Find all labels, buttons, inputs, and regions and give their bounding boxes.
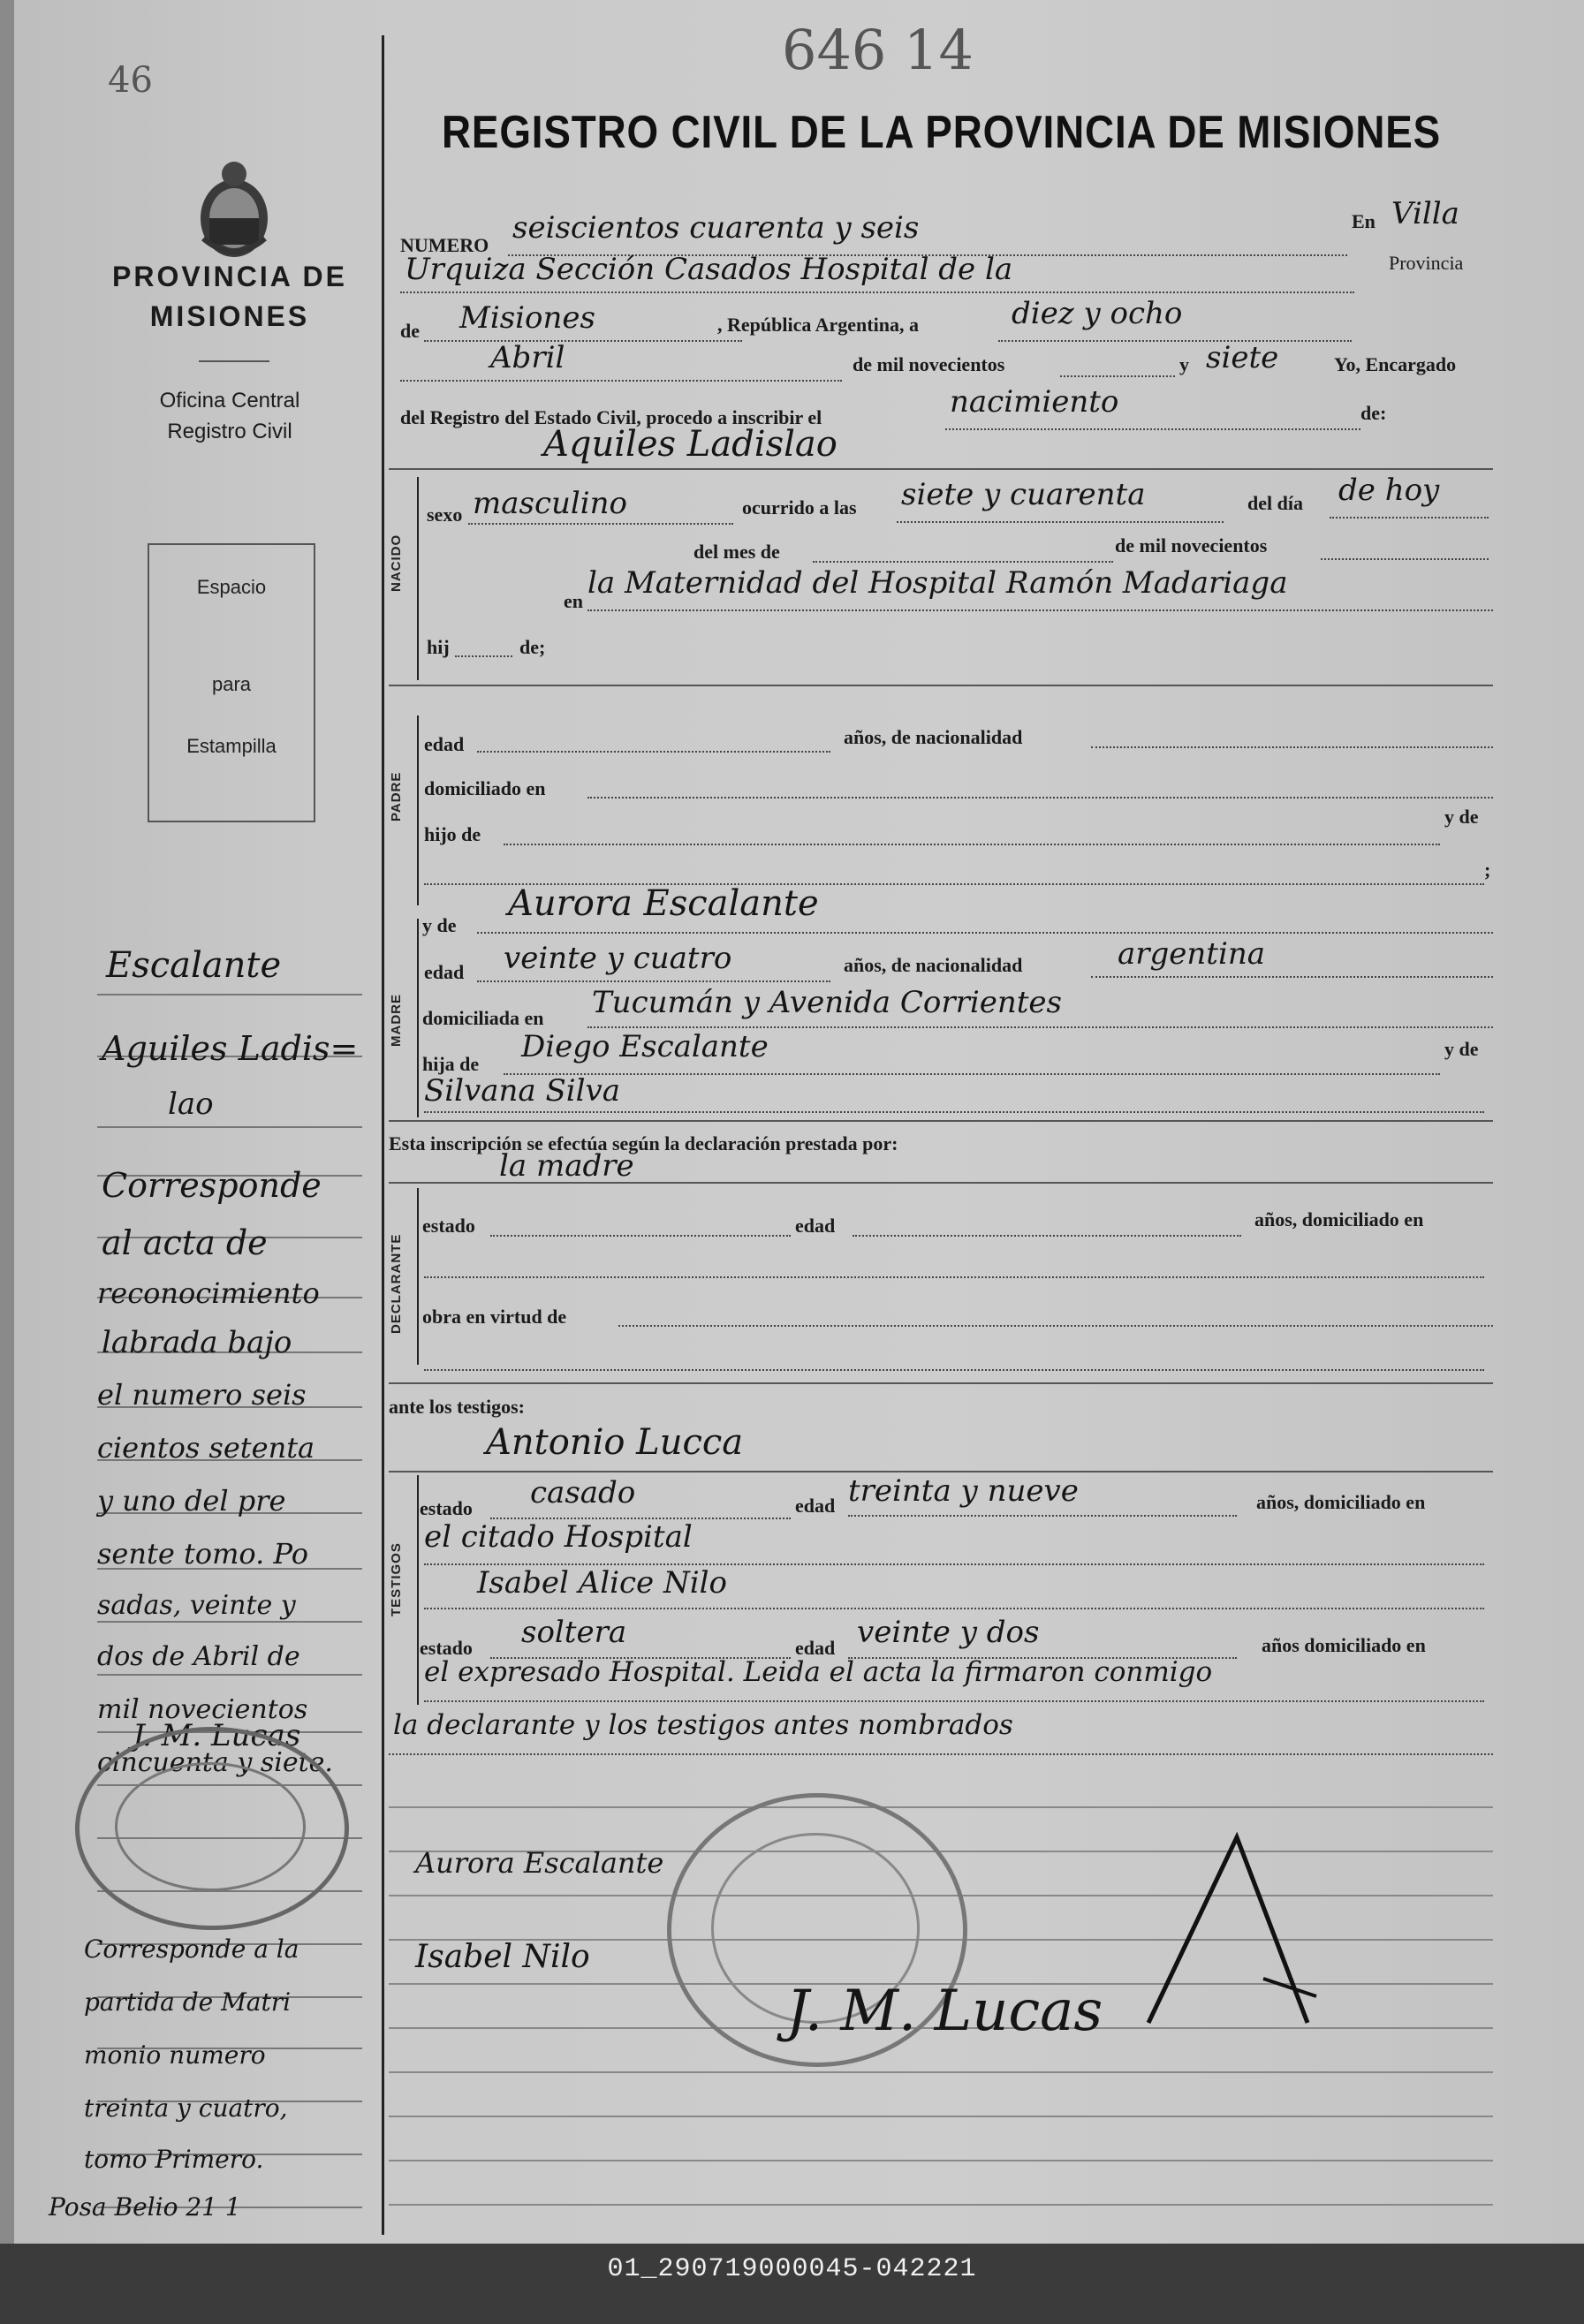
label-decl-anos: años, domiciliado en (1254, 1208, 1424, 1230)
stamp-label-2: para (211, 673, 252, 695)
document-title: REGISTRO CIVIL DE LA PROVINCIA DE MISIONES (442, 107, 1442, 158)
value-t1-dom: el citado Hospital (424, 1519, 693, 1555)
label-t1-edad: edad (795, 1495, 836, 1517)
value-cierre1: el expresado Hospital. Leida el acta la firmaron conmigo (424, 1656, 1213, 1688)
signature-3: J. M. Lucas (786, 1979, 1103, 2044)
label-obra: obra en virtud de (422, 1306, 567, 1328)
bottom-note-6: Posa Belio 21 1 (49, 2192, 241, 2222)
margin-note-5: al acta de (102, 1223, 268, 1262)
value-testigo1: Antonio Lucca (486, 1422, 744, 1463)
value-t1-estado: casado (530, 1475, 636, 1510)
margin-note-14: mil novecientos (97, 1694, 308, 1725)
label-del-mes: del mes de (693, 541, 780, 563)
value-madre-dom: Tucumán y Avenida Corrientes (592, 985, 1062, 1020)
page-number: 46 (108, 60, 153, 101)
value-hora: siete y cuarenta (901, 477, 1146, 512)
label-padre-domicilio: domiciliado en (424, 777, 546, 799)
value-fecha: diez y ocho (1012, 296, 1183, 331)
label-t2-anos: años domiciliado en (1262, 1634, 1426, 1656)
label-padre-y-de: y de (1444, 806, 1479, 828)
section-nacido: NACIDO (389, 534, 404, 592)
value-cierre2: la declarante y los testigos antes nombrados (393, 1709, 1013, 1741)
label-registro: del Registro del Estado Civil, procedo a inscribir el (400, 406, 822, 428)
label-padre-edad: edad (424, 733, 465, 755)
office-label: Oficina Central (159, 389, 300, 413)
value-madre: Aurora Escalante (508, 883, 819, 924)
value-numero: seiscientos cuarenta y seis (512, 210, 920, 246)
margin-note-10: y uno del pre (97, 1484, 286, 1518)
value-t1-edad: treinta y nueve (848, 1473, 1079, 1509)
label-madre-domicilio: domiciliada en (422, 1007, 544, 1029)
label-t2-edad: edad (795, 1637, 836, 1659)
folio-number: 646 14 (782, 18, 974, 82)
margin-note-15: cincuenta y siete. (97, 1747, 333, 1778)
margin-signature: J. M. Lucas (133, 1718, 301, 1753)
value-en: Villa (1391, 196, 1459, 231)
section-madre: MADRE (389, 994, 404, 1047)
label-de-mil2: de mil novecientos (1115, 534, 1268, 556)
label-decl-estado: estado (422, 1215, 475, 1237)
label-en2: en (564, 590, 583, 612)
province-name: MISIONES (149, 300, 310, 332)
margin-note-6: reconocimiento (97, 1276, 320, 1310)
margin-note-4: Corresponde (102, 1166, 322, 1205)
label-ocurrido: ocurrido a las (742, 496, 857, 519)
label-en: En (1352, 210, 1376, 232)
signature-flourish (1131, 1820, 1325, 2045)
label-t2-estado: estado (420, 1637, 473, 1659)
bottom-note-5: tomo Primero. (84, 2145, 264, 2174)
value-acto: nacimiento (950, 384, 1119, 420)
margin-note-16 (137, 1709, 142, 1710)
margin-note-3: lao (168, 1086, 214, 1122)
label-de3: de; (519, 636, 546, 658)
office-label-2: Registro Civil (167, 420, 292, 443)
value-madre-madre: Silvana Silva (424, 1073, 621, 1109)
label-inscripcion: Esta inscripción se efectúa según la declaración prestada por: (389, 1132, 898, 1154)
file-id: 01_290719000045-042221 (607, 2254, 977, 2284)
label-del-dia: del día (1247, 492, 1303, 514)
label-de: de (400, 320, 420, 342)
label-yo: Yo, Encargado (1334, 353, 1457, 375)
value-line2: Urquiza Sección Casados Hospital de la (405, 252, 1013, 287)
stamp-space-box (148, 543, 315, 822)
label-t1-anos: años, domiciliado en (1256, 1491, 1426, 1513)
label-de-mil: de mil novecientos (853, 353, 1005, 375)
label-ante-testigos: ante los testigos: (389, 1396, 525, 1418)
label-decl-edad: edad (795, 1215, 836, 1237)
margin-note-13: dos de Abril de (97, 1641, 300, 1672)
book-binding (0, 0, 14, 2244)
value-madre-nac: argentina (1118, 936, 1266, 972)
label-padre-anos: años, de nacionalidad (844, 726, 1023, 748)
margin-note-7: labrada bajo (102, 1325, 292, 1360)
civil-registry-seal (75, 1727, 349, 1930)
label-semicolon: ; (1484, 859, 1491, 881)
bottom-note-2: partida de Matri (84, 1987, 292, 2017)
label-hij: hij (427, 636, 450, 658)
label-sexo: sexo (427, 503, 463, 526)
value-nombre: Aquiles Ladislao (543, 424, 837, 465)
bottom-note-3: monio numero (84, 2040, 266, 2070)
label-madre-nac: años, de nacionalidad (844, 954, 1023, 976)
value-dia: de hoy (1338, 473, 1440, 508)
label-madre-y-de: y de (422, 914, 457, 936)
margin-note-9: cientos setenta (97, 1431, 315, 1465)
value-madre-edad: veinte y cuatro (504, 941, 732, 976)
label-madre-y-de2: y de (1444, 1038, 1479, 1060)
value-declarante: la madre (499, 1148, 634, 1184)
margin-note-8: el numero seis (97, 1378, 307, 1412)
value-t2-estado: soltera (521, 1615, 627, 1650)
label-madre-edad: edad (424, 961, 465, 983)
value-testigo2: Isabel Alice Nilo (477, 1565, 727, 1601)
margin-note-11: sente tomo. Po (97, 1537, 308, 1571)
value-anio: siete (1206, 340, 1279, 375)
value-sexo: masculino (473, 486, 628, 521)
label-republica: , República Argentina, a (717, 314, 919, 336)
argentine-coat-of-arms (186, 155, 283, 265)
value-madre-padre: Diego Escalante (521, 1029, 769, 1064)
stamp-label-1: Espacio (196, 576, 267, 598)
margin-note-12: sadas, veinte y (97, 1590, 296, 1621)
value-mes: Abril (490, 340, 565, 375)
bottom-note-1: Corresponde a la (84, 1934, 299, 1964)
column-divider (382, 35, 384, 2235)
value-de: Misiones (459, 300, 595, 336)
label-de2: de: (1360, 402, 1387, 424)
value-lugar: la Maternidad del Hospital Ramón Madariaga (587, 565, 1288, 601)
label-y: y (1179, 353, 1189, 375)
stamp-label-3: Estampilla (186, 735, 277, 757)
section-padre: PADRE (389, 771, 404, 821)
label-madre-hija-de: hija de (422, 1053, 480, 1075)
margin-note-2: Aguiles Ladis= (102, 1029, 359, 1068)
label-t1-estado: estado (420, 1497, 473, 1519)
section-declarante: DECLARANTE (389, 1233, 404, 1334)
signature-2: Isabel Nilo (415, 1939, 590, 1975)
label-padre-hijo-de: hijo de (424, 823, 481, 845)
signature-1: Aurora Escalante (415, 1846, 664, 1880)
label-numero: NUMERO (400, 234, 489, 256)
margin-note-1: Escalante (106, 945, 282, 986)
province-label: PROVINCIA DE (112, 261, 347, 292)
section-testigos: TESTIGOS (389, 1542, 404, 1616)
bottom-note-4: treinta y cuatro, (84, 2093, 288, 2123)
value-t2-edad: veinte y dos (857, 1615, 1040, 1650)
label-provincia: Provincia (1389, 252, 1464, 274)
